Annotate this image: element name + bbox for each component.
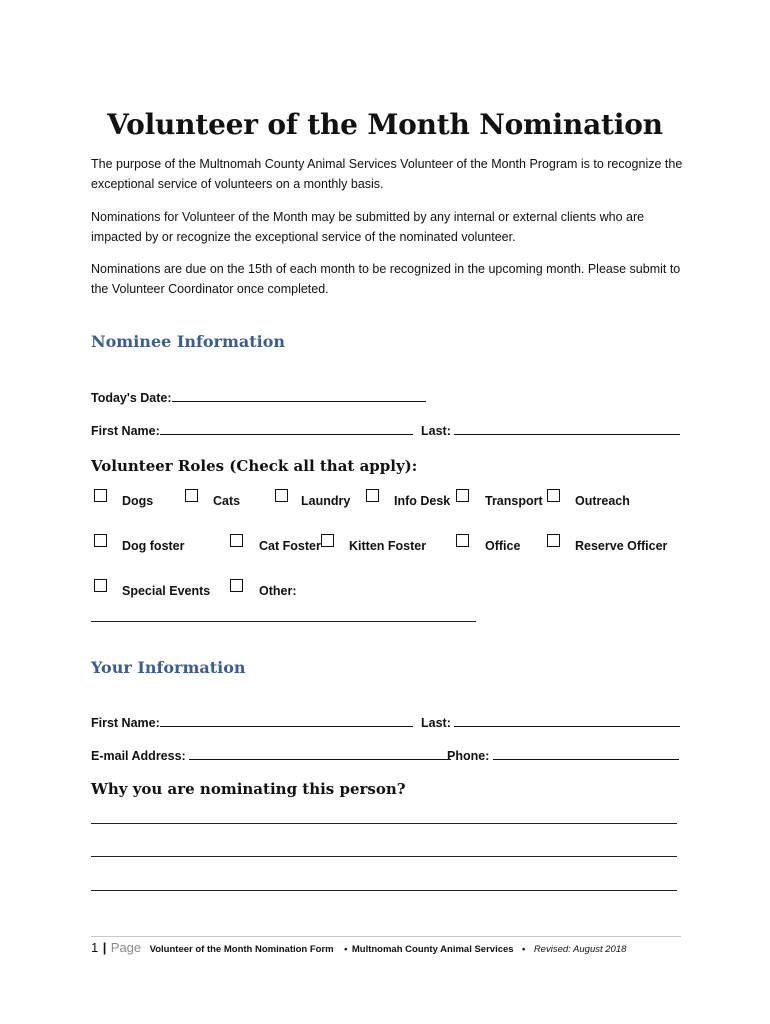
reason-line-3[interactable] [91,890,677,891]
phone-field[interactable] [447,747,679,763]
footer-separator: | [102,940,107,955]
phone-label: Phone: [447,749,490,763]
reason-line-2[interactable] [91,856,677,857]
why-heading: Why you are nominating this person? [91,780,406,798]
footer-page-word: Page [110,940,142,955]
role-label-transport: Transport [485,494,543,508]
todays-date-field[interactable] [91,389,426,405]
page-footer [91,936,681,957]
footer-revised: Revised: August 2018 [533,944,627,955]
nominee-first-name-label: First Name: [91,424,160,438]
role-label-special-events: Special Events [122,584,211,598]
todays-date-line[interactable] [172,389,426,402]
role-label-dogs: Dogs [122,494,154,508]
roles-heading: Volunteer Roles (Check all that apply): [91,457,418,475]
role-label-outreach: Outreach [575,494,630,508]
other-role-line[interactable] [91,621,476,622]
role-label-cats: Cats [213,494,241,508]
your-first-name-field[interactable] [91,714,413,730]
role-label-other: Other: [259,584,297,598]
checkbox-cat-foster[interactable] [230,534,243,547]
role-label-dog-foster: Dog foster [122,539,185,553]
your-last-name-line[interactable] [454,714,680,727]
nominee-last-name-line[interactable] [454,422,680,435]
phone-line[interactable] [493,747,679,760]
your-first-name-line[interactable] [160,714,413,727]
your-info-heading: Your Information [91,658,246,677]
your-first-name-label: First Name: [91,716,160,730]
checkbox-dog-foster[interactable] [94,534,107,547]
role-label-kitten-foster: Kitten Foster [349,539,427,553]
checkbox-cats[interactable] [185,489,198,502]
checkbox-other[interactable] [230,579,243,592]
role-label-cat-foster: Cat Foster [259,539,321,553]
intro-paragraph-3: Nominations are due on the 15th of each month to be recognized in the upcoming month. Please submit to the Volunteer Coordinator once completed. [91,262,681,296]
checkbox-info-desk[interactable] [366,489,379,502]
checkbox-transport[interactable] [456,489,469,502]
nominee-first-name-field[interactable] [91,422,413,438]
your-last-name-field[interactable] [421,714,680,730]
checkbox-office[interactable] [456,534,469,547]
todays-date-label: Today's Date: [91,391,172,405]
nominee-last-name-label: Last: [421,424,451,438]
role-label-laundry: Laundry [301,494,351,508]
intro-paragraph-2: Nominations for Volunteer of the Month may be submitted by any internal or external clients who are impacted by or recognize the exceptional service of the nominated volunteer. [91,210,645,244]
footer-bullet-2: • [522,944,526,955]
intro-paragraph-1: The purpose of the Multnomah County Animal Services Volunteer of the Month Program is to recognize the exceptional service of volunteers on a monthly basis. [91,157,683,191]
checkbox-outreach[interactable] [547,489,560,502]
nominee-heading: Nominee Information [91,332,286,351]
nominee-last-name-field[interactable] [421,422,680,438]
checkbox-laundry[interactable] [275,489,288,502]
page-title: Volunteer of the Month Nomination [107,108,663,141]
checkbox-dogs[interactable] [94,489,107,502]
checkbox-reserve-officer[interactable] [547,534,560,547]
checkbox-special-events[interactable] [94,579,107,592]
your-last-name-label: Last: [421,716,451,730]
footer-page-number: 1 [91,940,99,955]
role-label-info-desk: Info Desk [394,494,451,508]
footer-form-name: Volunteer of the Month Nomination Form [149,944,334,955]
role-label-office: Office [485,539,521,553]
email-label: E-mail Address: [91,749,186,763]
email-line[interactable] [189,747,451,760]
nominee-first-name-line[interactable] [160,422,413,435]
footer-bullet-1: • [344,944,348,955]
reason-line-1[interactable] [91,823,677,824]
footer-org: Multnomah County Animal Services [351,944,514,955]
checkbox-kitten-foster[interactable] [321,534,334,547]
role-label-reserve-officer: Reserve Officer [575,539,668,553]
email-field[interactable] [91,747,451,763]
